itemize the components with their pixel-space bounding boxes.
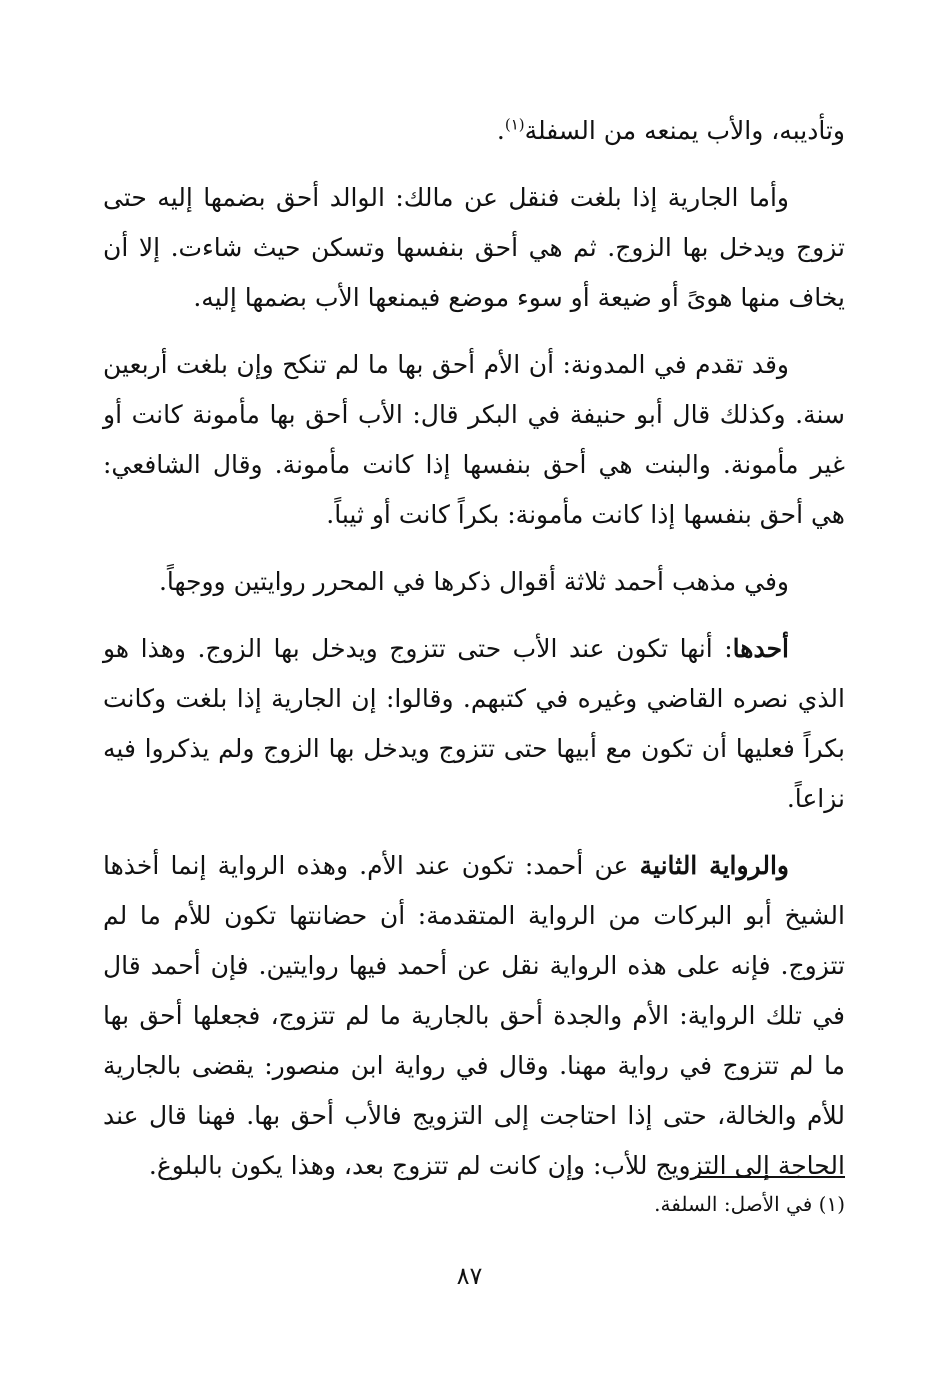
paragraph-first-view — [103, 624, 845, 824]
paragraph-ahmad-madhhab — [103, 557, 845, 607]
footnote-marker: (١) — [818, 1192, 845, 1216]
paragraph-text: وتأديبه، والأب يمنعه من السفلة — [524, 116, 845, 145]
paragraph-maliki — [103, 173, 845, 323]
main-text — [103, 106, 845, 1208]
footnote-reference: (١) — [504, 115, 525, 134]
paragraph-lead: أحدها — [732, 634, 789, 663]
footnote — [103, 1188, 845, 1220]
page-number: ٨٧ — [456, 1262, 483, 1290]
paragraph-continuation — [103, 106, 845, 156]
footnote-text: في الأصل: السلفة. — [654, 1192, 813, 1216]
paragraph-tail: . — [496, 116, 505, 145]
paragraph-text: : أنها تكون عند الأب حتى تتزوج ويدخل بها الزوج. وهذا هو الذي نصره القاضي وغيره في كتبهم. وقالوا: إن الجارية إذا بلغت وكانت بكراً فعليها أن تكون مع أبيها حتى تتزوج ويدخل بها الزوج ولم يذكروا فيه نزاعاً. — [103, 634, 845, 813]
paragraph-text: عن أحمد: تكون عند الأم. وهذه الرواية إنما أخذها الشيخ أبو البركات من الرواية المتقدمة: أن حضانتها تكون للأم ما لم تتزوج. فإنه على هذه الرواية نقل عن أحمد فيها روايتين. فإن أحمد قال في تلك الرواية: الأم والجدة أحق بالجارية ما لم تتزوج، فجعلها أحق بها ما لم تتزوج في رواية مهنا. وقال في رواية ابن منصور: يقضى بالجارية للأم والخالة، حتى إذا احتاجت إلى التزويج فالأب أحق بها. فهنا قال عند الحاجة إلى التزويج للأب: وإن كانت لم تتزوج بعد، وهذا يكون بالبلوغ. — [103, 851, 845, 1180]
paragraph-second-narration — [103, 841, 845, 1191]
paragraph-text: وقد تقدم في المدونة: أن الأم أحق بها ما لم تنكح وإن بلغت أربعين سنة. وكذلك قال أبو حنيفة في البكر قال: الأب أحق بها مأمونة كانت أو غير مأمونة. والبنت هي أحق بنفسها إذا كانت مأمونة. وقال الشافعي: هي أحق بنفسها إذا كانت مأمونة: بكراً كانت أو ثيباً. — [103, 350, 845, 529]
paragraph-text: وفي مذهب أحمد ثلاثة أقوال ذكرها في المحرر روايتين ووجهاً. — [158, 567, 789, 596]
footnote-divider — [695, 1176, 845, 1178]
paragraph-text: وأما الجارية إذا بلغت فنقل عن مالك: الوالد أحق بضمها إليه حتى تزوج ويدخل بها الزوج. ثم هي أحق بنفسها وتسكن حيث شاءت. إلا أن يخاف منها هوىً أو ضيعة أو سوء موضع فيمنعها الأب بضمها إليه. — [103, 183, 845, 312]
paragraph-mudawwana — [103, 340, 845, 540]
paragraph-lead: والرواية الثانية — [639, 851, 789, 880]
